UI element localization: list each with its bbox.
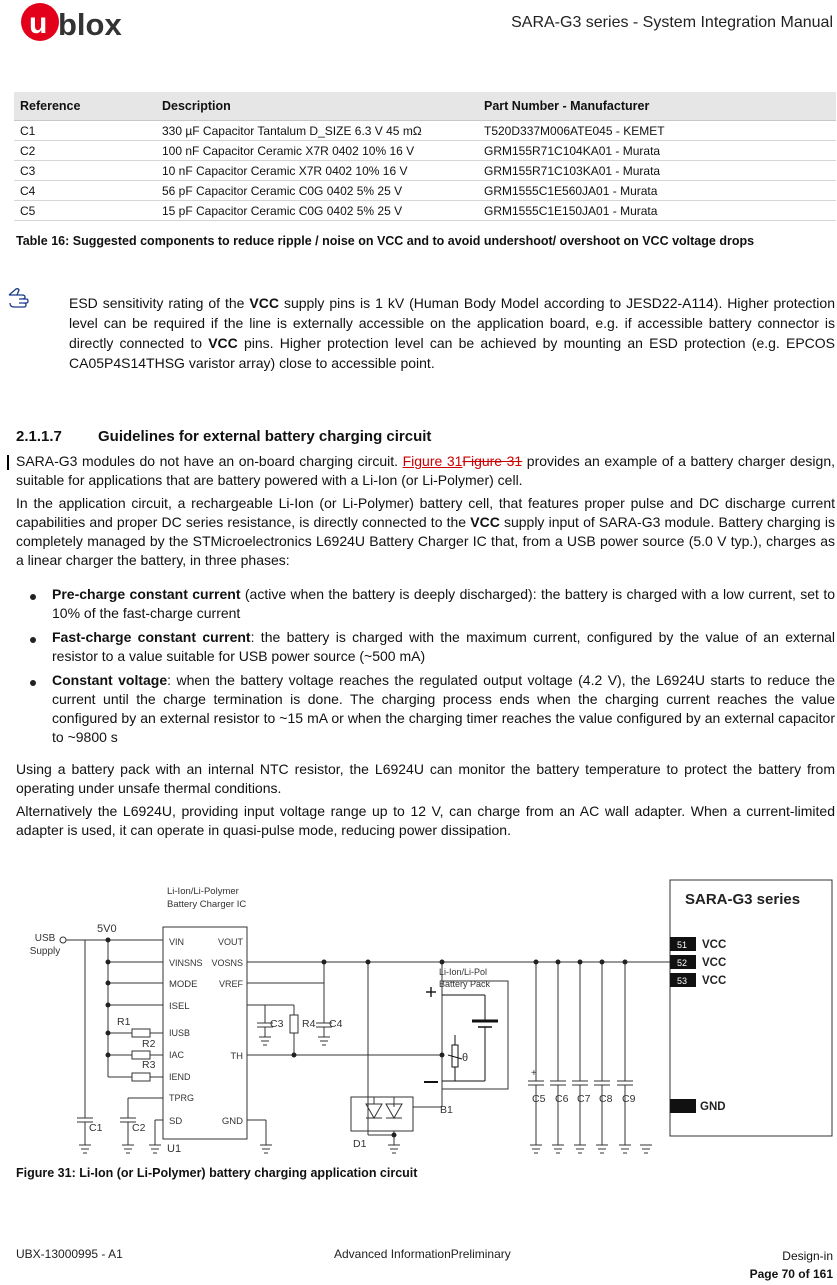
pointing-hand-icon bbox=[8, 288, 34, 308]
note-text: ESD sensitivity rating of the bbox=[69, 295, 250, 311]
ic-description: Li-Ion/Li-Polymer bbox=[167, 886, 239, 897]
bold-vcc: VCC bbox=[470, 514, 500, 530]
list-item bbox=[52, 585, 835, 623]
table-row bbox=[14, 201, 836, 221]
pin-label: IUSB bbox=[169, 1028, 191, 1038]
table-header-row bbox=[14, 92, 836, 121]
paragraph-text: supply input of SARA-G3 module. Battery charging is completely managed by the STMicroelectronics L6924U Battery Charger IC that, from a USB power source (5.0 V typ.), charges as a linear charger the battery, in three phases: bbox=[16, 514, 835, 568]
table-cell: C3 bbox=[14, 161, 156, 181]
table-cell: 15 pF Capacitor Ceramic C0G 0402 5% 25 V bbox=[156, 201, 478, 221]
cap-label: C2 bbox=[132, 1122, 146, 1134]
pin-name-gnd: GND bbox=[700, 1101, 726, 1113]
table-header-reference: Reference bbox=[14, 92, 156, 121]
table-cell: GRM155R71C104KA01 - Murata bbox=[478, 141, 836, 161]
note-text: supply pins is 1 kV (Human Body Model according to JESD22-A114). Higher protection level can be required if the line is externally accessible on the application board, e.g. if accessible battery connector is directly connected to bbox=[69, 295, 835, 351]
cap-label: C4 bbox=[329, 1018, 343, 1030]
table-cell: 56 pF Capacitor Ceramic C0G 0402 5% 25 V bbox=[156, 181, 478, 201]
note-bold-vcc: VCC bbox=[208, 335, 238, 351]
pin-label: IAC bbox=[169, 1050, 185, 1060]
table-cell: GRM1555C1E150JA01 - Murata bbox=[478, 201, 836, 221]
logo-u-glyph: u bbox=[29, 7, 48, 40]
table-cell: GRM1555C1E560JA01 - Murata bbox=[478, 181, 836, 201]
ic-description: Battery Charger IC bbox=[167, 899, 247, 910]
table-cell: C1 bbox=[14, 121, 156, 141]
paragraph-text: provides an example of a battery charger design, suitable for applications that are battery powered with a Li-Ion (or Li-Polymer) cell. bbox=[16, 453, 835, 488]
table-cell: T520D337M006ATE045 - KEMET bbox=[478, 121, 836, 141]
figure-caption: Figure 31: Li-Ion (or Li-Polymer) battery charging application circuit bbox=[16, 1166, 418, 1180]
resistor-label: R4 bbox=[302, 1018, 316, 1030]
table-row bbox=[14, 141, 836, 161]
table-cell: C2 bbox=[14, 141, 156, 161]
document-title: SARA-G3 series - System Integration Manual bbox=[511, 14, 833, 31]
charging-circuit-schematic bbox=[10, 875, 835, 1167]
bullet-text: : when the battery voltage reaches the regulated output voltage (4.2 V), the L6924U starts to reduce the current until the charge termination is done. The charging process ends when the charging current reaches the value configured by an external resistor to ~15 mA or when the charging timer reaches the value configured by an external capacitor to ~9800 s bbox=[52, 672, 835, 745]
cap-label: C9 bbox=[622, 1093, 636, 1105]
pin-label: ISEL bbox=[169, 1001, 190, 1012]
pin-number: 52 bbox=[677, 958, 688, 968]
ic-ref: U1 bbox=[167, 1143, 182, 1155]
pin-number: 53 bbox=[677, 976, 688, 986]
pin-label: IEND bbox=[169, 1072, 191, 1082]
bullet-icon bbox=[30, 637, 36, 643]
list-item bbox=[52, 671, 835, 747]
battery-ref: B1 bbox=[440, 1104, 453, 1116]
paragraph bbox=[16, 452, 835, 490]
footer-center: Advanced InformationPreliminary bbox=[334, 1247, 511, 1261]
pin-name-vcc: VCC bbox=[702, 939, 727, 951]
bullet-title: Fast-charge constant current bbox=[52, 629, 251, 645]
battery-description: Battery Pack bbox=[439, 979, 491, 989]
bullet-icon bbox=[30, 680, 36, 686]
table-cell: 100 nF Capacitor Ceramic X7R 0402 10% 16 V bbox=[156, 141, 478, 161]
cap-label: C7 bbox=[577, 1093, 591, 1105]
paragraph: Alternatively the L6924U, providing input voltage range up to 12 V, can charge from an AC wall adapter. When a current-limited adapter is used, it can operate in quasi-pulse mode, reducing power dissipation. bbox=[16, 803, 835, 838]
list-item bbox=[52, 628, 835, 666]
esd-note bbox=[69, 293, 835, 373]
table-caption: Table 16: Suggested components to reduce ripple / noise on VCC and to avoid undershoot/ overshoot on VCC voltage drops bbox=[16, 234, 755, 248]
table-cell: C5 bbox=[14, 201, 156, 221]
pin-label: VINSNS bbox=[169, 958, 203, 968]
bullet-text: (active when the battery is deeply discharged): the battery is charged with a low current, set to 10% of the fast-charge current bbox=[52, 586, 835, 621]
battery-description: Li-Ion/Li-Pol bbox=[439, 967, 488, 977]
footer-right bbox=[750, 1247, 833, 1283]
components-table bbox=[14, 92, 836, 221]
rail-label: 5V0 bbox=[97, 923, 117, 935]
pin-number: 51 bbox=[677, 940, 688, 950]
cap-label: C5 bbox=[532, 1093, 546, 1105]
table-cell: GRM155R71C103KA01 - Murata bbox=[478, 161, 836, 181]
section-title: Guidelines for external battery charging circuit bbox=[98, 428, 432, 445]
pin-label: VOSNS bbox=[211, 958, 243, 968]
ublox-logo bbox=[20, 2, 150, 46]
table-cell: 330 µF Capacitor Tantalum D_SIZE 6.3 V 45 mΩ bbox=[156, 121, 478, 141]
polarity-plus: + bbox=[531, 1068, 537, 1079]
thermistor-symbol: θ bbox=[462, 1052, 469, 1064]
pin-label: VREF bbox=[218, 979, 243, 989]
pin-name-vcc: VCC bbox=[702, 957, 727, 969]
diode-ref: D1 bbox=[353, 1138, 367, 1150]
bullet-title: Pre-charge constant current bbox=[52, 586, 241, 602]
resistor-label: R1 bbox=[117, 1016, 131, 1028]
logo-text: blox bbox=[58, 7, 122, 42]
table-header-part-number: Part Number - Manufacturer bbox=[478, 92, 836, 121]
usb-label: USB bbox=[34, 933, 56, 944]
paragraph bbox=[16, 494, 835, 570]
pin-name-vcc: VCC bbox=[702, 975, 727, 987]
pin-label: GND bbox=[221, 1116, 243, 1127]
cap-label: C3 bbox=[270, 1018, 284, 1030]
pin-label: SD bbox=[169, 1116, 183, 1127]
pin-label: VOUT bbox=[217, 937, 243, 947]
page-number: Page 70 of 161 bbox=[749, 1267, 833, 1281]
table-row bbox=[14, 181, 836, 201]
table-cell: C4 bbox=[14, 181, 156, 201]
cap-label: C1 bbox=[89, 1122, 103, 1134]
table-cell: 10 nF Capacitor Ceramic X7R 0402 10% 16 V bbox=[156, 161, 478, 181]
bullet-text: : the battery is charged with the maximum current, configured by the value of an external resistor to a value suitable for USB power source (~500 mA) bbox=[52, 629, 835, 664]
figure-link-deleted[interactable]: Figure 31 bbox=[462, 453, 523, 469]
pin-label: MODE bbox=[169, 979, 198, 990]
pin-label: VIN bbox=[169, 937, 185, 947]
module-title: SARA-G3 series bbox=[685, 891, 801, 908]
cap-label: C6 bbox=[555, 1093, 569, 1105]
section-number: 2.1.1.7 bbox=[16, 428, 62, 445]
paragraph-text: In the application circuit, a rechargeable Li-Ion (or Li-Polymer) battery cell, that features proper pulse and DC discharge current capabilities and proper DC series resistance, is directly connected to the bbox=[16, 495, 835, 530]
change-bar bbox=[7, 455, 9, 470]
usb-label: Supply bbox=[29, 946, 61, 957]
note-text: pins. Higher protection level can be achieved by mounting an ESD protection (e.g. EPCOS CA05P4S14THSG varistor array) close to accessible point. bbox=[69, 335, 836, 371]
footer-status: Design-in bbox=[782, 1249, 833, 1263]
resistor-label: R3 bbox=[142, 1059, 156, 1071]
pin-label: TPRG bbox=[169, 1093, 195, 1103]
bullet-icon bbox=[30, 594, 36, 600]
section-heading bbox=[16, 428, 431, 445]
footer-doc-id: UBX-13000995 - A1 bbox=[16, 1247, 123, 1261]
table-header-description: Description bbox=[156, 92, 478, 121]
pin-label: TH bbox=[230, 1051, 243, 1062]
figure-link[interactable]: Figure 31 bbox=[402, 453, 463, 469]
table-row bbox=[14, 121, 836, 141]
cap-label: C8 bbox=[599, 1093, 613, 1105]
paragraph: Using a battery pack with an internal NTC resistor, the L6924U can monitor the battery temperature to protect the battery from operating under unsafe thermal conditions. bbox=[16, 761, 835, 796]
resistor-label: R2 bbox=[142, 1038, 156, 1050]
note-bold-vcc: VCC bbox=[249, 295, 279, 311]
table-row bbox=[14, 161, 836, 181]
paragraph-text: SARA-G3 modules do not have an on-board charging circuit. bbox=[16, 453, 403, 469]
bullet-title: Constant voltage bbox=[52, 672, 168, 688]
